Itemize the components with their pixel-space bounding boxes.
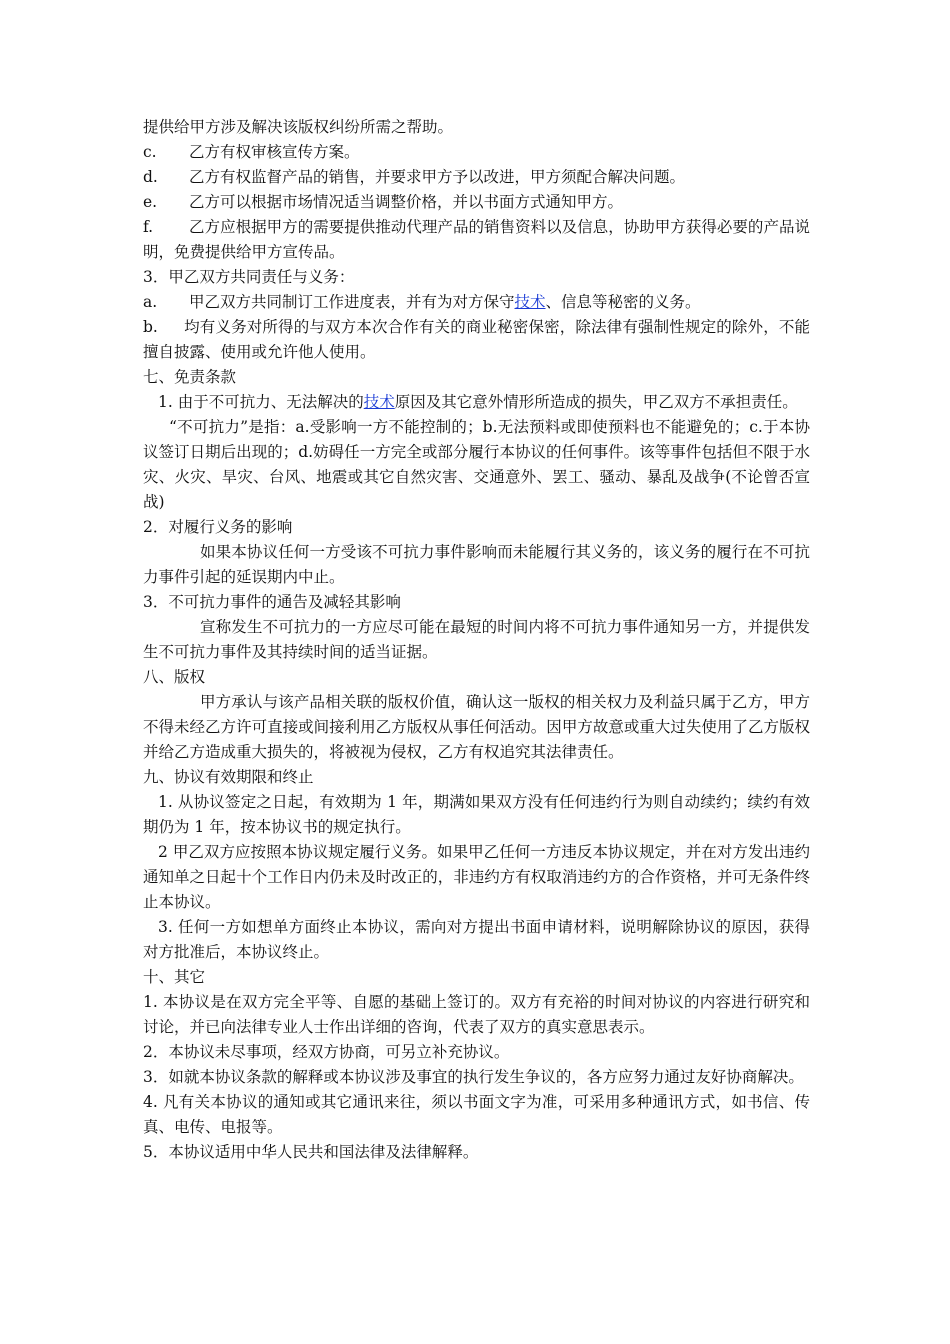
exemption-item-2-heading: 2．对履行义务的影响 [143,518,293,536]
term-item-1: 1. 从协议签定之日起，有效期为 1 年，期满如果双方没有任何违约行为则自动续约；续约有效期仍为 1 年，按本协议书的规定执行。 [143,793,810,836]
exemption-item-1-post: 原因及其它意外情形所造成的损失，甲乙双方不承担责任。 [394,393,798,411]
clause-d [143,165,810,190]
force-majeure-definition: “不可抗力”是指：a.受影响一方不能控制的；b.无法预料或即使预料也不能避免的；c.于本协议签订日期后出现的；d.妨碍任一方完全或部分履行本协议的任何事件。该等事件包括但不限于水灾、火灾、旱灾、台风、地震或其它自然灾害、交通意外、罢工、骚动、暴乱及战争(不论曾否宣战) [143,418,810,511]
exemption-item-3-heading: 3．不可抗力事件的通告及减轻其影响 [143,593,401,611]
clause-a [143,290,810,315]
clause-c-label: c. [143,143,157,161]
section-joint-duties-heading: 3．甲乙双方共同责任与义务： [143,268,355,286]
clause-f-label: f. [143,218,154,236]
tech-link[interactable]: 技术 [514,293,546,311]
clause-a-text-pre: 甲乙双方共同制订工作进度表，并有为对方保守 [189,293,515,311]
clause-d-label: d. [143,168,158,186]
exemption-item-1 [143,390,810,415]
exemption-item-3-text: 宣称发生不可抗力的一方应尽可能在最短的时间内将不可抗力事件通知另一方，并提供发生不可抗力事件及其持续时间的适当证据。 [143,618,810,661]
other-item-4: 4. 凡有关本协议的通知或其它通讯来往，须以书面文字为准，可采用多种通讯方式，如书信、传真、电传、电报等。 [143,1093,810,1136]
clause-b-text: 均有义务对所得的与双方本次合作有关的商业秘密保密，除法律有强制性规定的除外，不能擅自披露、使用或允许他人使用。 [143,318,810,361]
term-item-3: 3. 任何一方如想单方面终止本协议，需向对方提出书面申请材料，说明解除协议的原因，获得对方批准后，本协议终止。 [143,918,810,961]
other-item-2: 2．本协议未尽事项，经双方协商，可另立补充协议。 [143,1043,510,1061]
term-item-2: 2 甲乙双方应按照本协议规定履行义务。如果甲乙任何一方违反本协议规定，并在对方发出违约通知单之日起十个工作日内仍未及时改正的，非违约方有权取消违约方的合作资格，并可无条件终止本协议。 [143,843,810,911]
clause-e-label: e. [143,193,158,211]
clause-e-text: 乙方可以根据市场情况适当调整价格，并以书面方式通知甲方。 [189,193,624,211]
clause-f-text: 乙方应根据甲方的需要提供推动代理产品的销售资料以及信息，协助甲方获得必要的产品说明，免费提供给甲方宣传品。 [143,218,810,261]
clause-b [143,315,810,365]
section-10-heading: 十、其它 [143,968,206,986]
clause-a-label: a. [143,293,158,311]
clause-f [143,215,810,265]
exemption-item-2-text: 如果本协议任何一方受该不可抗力事件影响而未能履行其义务的，该义务的履行在不可抗力事件引起的延误期内中止。 [143,543,810,586]
paragraph-copyright-help: 提供给甲方涉及解决该版权纠纷所需之帮助。 [143,118,454,136]
clause-c [143,140,810,165]
exemption-item-1-pre: 1. 由于不可抗力、无法解决的 [158,393,364,411]
document-body [143,115,810,1165]
section-7-heading: 七、免责条款 [143,368,237,386]
section-9-heading: 九、协议有效期限和终止 [143,768,314,786]
clause-e [143,190,810,215]
clause-c-text: 乙方有权审核宣传方案。 [189,143,360,161]
clause-d-text: 乙方有权监督产品的销售，并要求甲方予以改进，甲方须配合解决问题。 [189,168,686,186]
clause-a-text-post: 、信息等秘密的义务。 [545,293,701,311]
clause-b-label: b. [143,318,158,336]
other-item-5: 5．本协议适用中华人民共和国法律及法律解释。 [143,1143,479,1161]
tech-link-2[interactable]: 技术 [363,393,395,411]
other-item-1: 1. 本协议是在双方完全平等、自愿的基础上签订的。双方有充裕的时间对协议的内容进行研究和讨论，并已向法律专业人士作出详细的咨询，代表了双方的真实意思表示。 [143,993,810,1036]
other-item-3: 3．如就本协议条款的解释或本协议涉及事宜的执行发生争议的，各方应努力通过友好协商解决。 [143,1068,804,1086]
copyright-text: 甲方承认与该产品相关联的版权价值，确认这一版权的相关权力及利益只属于乙方，甲方不得未经乙方许可直接或间接利用乙方版权从事任何活动。因甲方故意或重大过失使用了乙方版权并给乙方造成重大损失的，将被视为侵权，乙方有权追究其法律责任。 [143,693,810,761]
section-8-heading: 八、版权 [143,668,206,686]
